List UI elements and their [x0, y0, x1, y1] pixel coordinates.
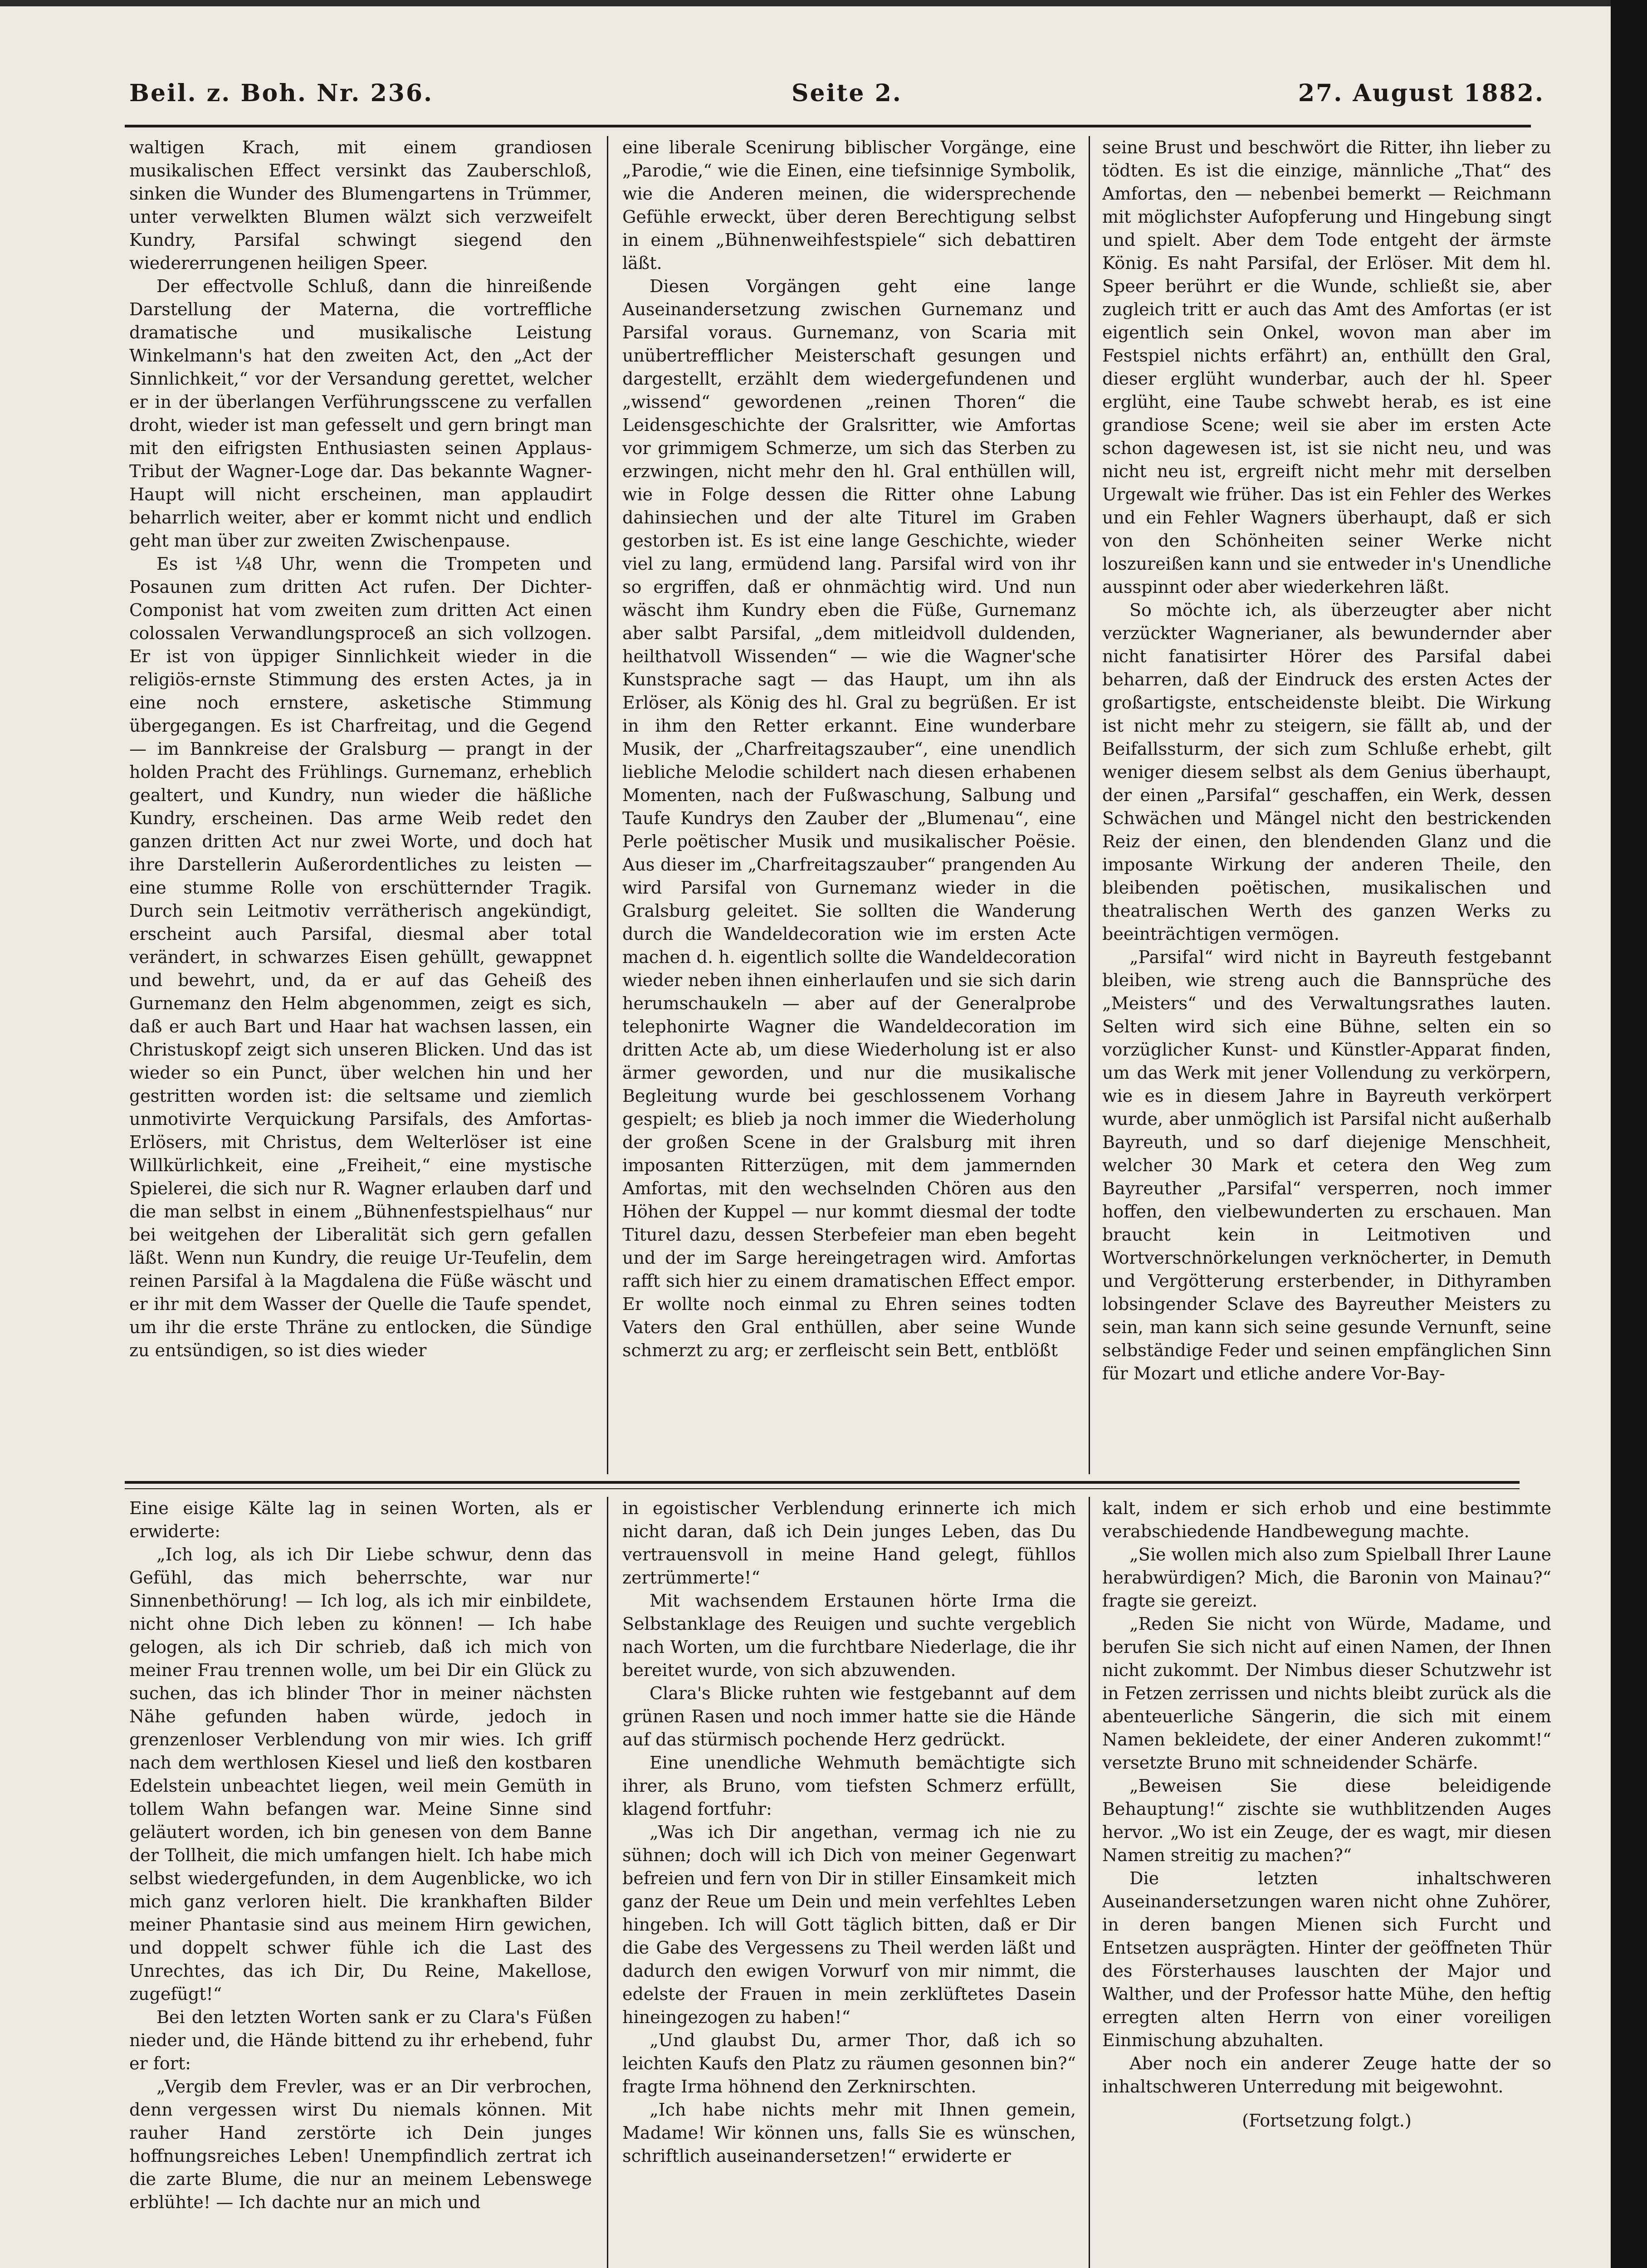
paragraph: seine Brust und beschwört die Ritter, ihn lieber zu tödten. Es ist die einzige, männliche „That“ des Amfortas, den — nebenbei bemerkt — Reichmann mit möglichster Aufopferung und Hingebung singt und spielt. Aber dem Tode entgeht der ärmste König. Es naht Parsifal, der Erlöser. Mit dem hl. Speer berührt er die Wunde, schließt sie, aber zugleich tritt er auch das Amt des Amfortas (er ist eigentlich sein Onkel, wovon man aber im Festspiel nichts erfährt) an, enthüllt den Gral, dieser erglüht wunderbar, auch der hl. Speer erglüht, eine Taube schwebt herab, es ist eine grandiose Scene; weil sie aber im ersten Acte schon dagewesen ist, ist sie nicht neu, und was nicht neu ist, ergreift nicht mehr mit derselben Urgewalt wie früher. Das ist ein Fehler des Werkes und ein Fehler Wagners überhaupt, daß er sich von den Schönheiten seiner Werke nicht loszureißen kann und sie entweder in's Unendliche ausspinnt oder aber wiederkehren läßt. [1102, 137, 1551, 597]
paragraph: „Sie wollen mich also zum Spielball Ihrer Laune herabwürdigen? Mich, die Baronin von Mainau?“ fragte sie gereizt. [1102, 1545, 1551, 1611]
paragraph: Der effectvolle Schluß, dann die hinreißende Darstellung der Materna, die vortreffliche dramatische und musikalische Leistung Winkelmann's hat den zweiten Act, den „Act der Sinnlichkeit,“ vor der Versandung gerettet, welcher er in der überlangen Verführungsscene zu verfallen droht, wieder ist man gefesselt und gern bringt man mit den eifrigsten Enthusiasten seinen Applaus-Tribut der Wagner-Loge dar. Das bekannte Wagner-Haupt will nicht erscheinen, man applaudirt beharrlich weiter, aber er kommt nicht und endlich geht man über zur zweiten Zwischenpause. [129, 276, 592, 551]
continuation-note: (Fortsetzung folgt.) [1242, 2111, 1412, 2131]
paragraph: So möchte ich, als überzeugter aber nicht verzückter Wagnerianer, als bewundernder aber nicht fanatisirter Hörer des Parsifal dabei beharren, daß der Eindruck des ersten Actes der großartigste, entscheidenste bleibt. Die Wirkung ist nicht mehr zu steigern, sie fällt ab, und der Beifallssturm, der sich zum Schluße erhebt, gilt weniger diesem selbst als dem Genius überhaupt, der einen „Parsifal“ geschaffen, ein Werk, dessen Schwächen und Mängel nicht den bestrickenden Reiz der einen, den blendenden Glanz und die imposante Wirkung der anderen Theile, den bleibenden poëtischen, musikalischen und theatralischen Werth des ganzen Werks zu beeinträchtigen vermögen. [1102, 600, 1551, 944]
paragraph: Aber noch ein anderer Zeuge hatte der so inhaltschweren Unterredung mit beigewohnt. [1102, 2053, 1551, 2097]
paragraph: „Beweisen Sie diese beleidigende Behauptung!“ zischte sie wuthblitzenden Auges hervor. „Wo ist ein Zeuge, der es wagt, mir diesen Namen streitig zu machen?“ [1102, 1776, 1551, 1865]
paragraph: eine liberale Scenirung biblischer Vorgänge, eine „Parodie,“ wie die Einen, eine tiefsinnige Symbolik, wie die Anderen meinen, die widersprechende Gefühle erweckt, über deren Berechtigung selbst in einem „Bühnenweihfestspiele“ sich debattiren läßt. [622, 137, 1076, 273]
issue-date: 27. August 1882. [1298, 79, 1544, 107]
column-divider [607, 1497, 608, 2268]
paragraph: Eine unendliche Wehmuth bemächtigte sich ihrer, als Bruno, vom tiefsten Schmerz erfüllt, klagend fortfuhr: [622, 1753, 1076, 1819]
paragraph: Es ist ¼8 Uhr, wenn die Trompeten und Posaunen zum dritten Act rufen. Der Dichter-Componist hat vom zweiten zum dritten Act einen colossalen Verwandlungsproceß an sich vollzogen. Er ist von üppiger Sinnlichkeit wieder in die religiös-ernste Stimmung des ersten Actes, ja in eine noch ernstere, asketische Stimmung übergegangen. Es ist Charfreitag, und die Gegend — im Bannkreise der Gralsburg — prangt in der holden Pracht des Frühlings. Gurnemanz, erheblich gealtert, und Kundry, nun wieder die häßliche Kundry, erscheinen. Das arme Weib redet den ganzen dritten Act nur zwei Worte, und doch hat ihre Darstellerin Außerordentliches zu leisten — eine stumme Rolle von erschütternder Tragik. Durch sein Leitmotiv verrätherisch angekündigt, erscheint auch Parsifal, diesmal aber total verändert, in schwarzes Eisen gehüllt, gewappnet und bewehrt, und, da er auf das Geheiß des Gurnemanz den Helm abgenommen, zeigt es sich, daß er auch Bart und Haar hat wachsen lassen, ein Christuskopf zeigt sich unseren Blicken. Und das ist wieder so ein Punct, über welchen hin und her gestritten worden ist: die seltsame und ziemlich unmotivirte Verquickung Parsifals, des Amfortas-Erlösers, mit Christus, dem Welterlöser ist eine Willkürlichkeit, eine „Freiheit,“ eine mystische Spielerei, die sich nur R. Wagner erlauben darf und die man selbst in einem „Bühnenfestspielhaus“ nur bei weitgehen der Liberalität sich gern gefallen läßt. Wenn nun Kundry, die reuige Ur-Teufelin, dem reinen Parsifal à la Magdalena die Füße wäscht und er ihr mit dem Wasser der Quelle die Taufe spendet, um ihr die erste Thräne zu entlocken, die Sündige zu entsündigen, so ist dies wieder [129, 554, 592, 1360]
paragraph: kalt, indem er sich erhob und eine bestimmte verabschiedende Handbewegung machte. [1102, 1498, 1551, 1541]
paragraph: Bei den letzten Worten sank er zu Clara's Füßen nieder und, die Hände bittend zu ihr erhebend, fuhr er fort: [129, 2007, 592, 2073]
paragraph: „Vergib dem Frevler, was er an Dir verbrochen, denn vergessen wirst Du niemals können. Mit rauher Hand zerstörte ich Dein junges hoffnungsreiches Leben! Unempfindlich zertrat ich die zarte Blume, die nur an meinem Lebenswege erblühte! — Ich dachte nur an mich und [129, 2077, 592, 2212]
paragraph: „Ich habe nichts mehr mit Ihnen gemein, Madame! Wir können uns, falls Sie es wünschen, schriftlich auseinandersetzen!“ erwiderte er [622, 2100, 1076, 2166]
upper-column-2 [622, 136, 1076, 1476]
paragraph: „Was ich Dir angethan, vermag ich nie zu sühnen; doch will ich Dich von meiner Gegenwart befreien und fern von Dir in stiller Einsamkeit mich ganz der Reue um Dein und mein verfehltes Leben hingeben. Ich will Gott täglich bitten, daß er Dir die Gabe des Vergessens zu Theil werden läßt und dadurch den ewigen Vorwurf von mir nimmt, die edelste der Frauen in mein zerklüftetes Dasein hineingezogen zu haben!“ [622, 1822, 1076, 2027]
column-divider [1089, 136, 1090, 1474]
paragraph: Eine eisige Kälte lag in seinen Worten, als er erwiderte: [129, 1498, 592, 1541]
issue-label: Beil. z. Boh. Nr. 236. [129, 79, 434, 107]
header-rule [125, 125, 1531, 127]
paragraph: waltigen Krach, mit einem grandiosen musikalischen Effect versinkt das Zauberschloß, sinken die Wunder des Blumengartens in Trümmer, unter verwelkten Blumen wälzt sich verzweifelt Kundry, Parsifal schwingt siegend den wiedererrungenen heiligen Speer. [129, 137, 592, 273]
lower-column-3 [1102, 1497, 1551, 2268]
paragraph: in egoistischer Verblendung erinnerte ich mich nicht daran, daß ich Dein junges Leben, das Du vertrauensvoll in meine Hand gelegt, fühllos zertrümmerte!“ [622, 1498, 1076, 1588]
paragraph: „Reden Sie nicht von Würde, Madame, und berufen Sie sich nicht auf einen Namen, der Ihnen nicht zukommt. Der Nimbus dieser Schutzwehr ist in Fetzen zerrissen und nichts bleibt zurück als die abenteuerliche Sängerin, die sich mit einem Namen bekleidete, der einer Anderen zukommt!“ versetzte Bruno mit schneidender Schärfe. [1102, 1614, 1551, 1773]
page-header [129, 79, 1544, 120]
column-divider [1089, 1497, 1090, 2268]
lower-column-1 [129, 1497, 592, 2268]
paragraph: Clara's Blicke ruhten wie festgebannt auf dem grünen Rasen und noch immer hatte sie die Hände auf das stürmisch pochende Herz gedrückt. [622, 1683, 1076, 1750]
page-number: Seite 2. [792, 79, 902, 107]
paragraph: „Parsifal“ wird nicht in Bayreuth festgebannt bleiben, wie streng auch die Bannsprüche des „Meisters“ und des Verwaltungsrathes lauten. Selten wird sich eine Bühne, selten ein so vorzüglicher Kunst- und Künstler-Apparat finden, um das Werk mit jener Vollendung zu verkörpern, wie es in diesem Jahre in Bayreuth verkörpert wurde, aber unmöglich ist Parsifal nicht außerhalb Bayreuth, und so darf diejenige Menschheit, welcher 30 Mark et cetera den Weg zum Bayreuther „Parsifal“ versperren, noch immer hoffen, den vielbewunderten zu erschauen. Man braucht kein in Leitmotiven und Wortverschnörkelungen verknöcherter, in Demuth und Vergötterung ersterbender, in Dithyramben lobsingender Sclave des Bayreuther Meisters zu sein, man kann sich seine gesunde Vernunft, seine selbständige Feder und seinen empfänglichen Sinn für Mozart und etliche andere Vor-Bay- [1102, 947, 1551, 1383]
paragraph: Die letzten inhaltschweren Auseinandersetzungen waren nicht ohne Zuhörer, in deren bangen Mienen sich Furcht und Entsetzen ausprägten. Hinter der geöffneten Thür des Försterhauses lauschten der Major und Walther, und der Professor hatte Mühe, den heftig erregten alten Herrn von einer voreiligen Einmischung abzuhalten. [1102, 1868, 1551, 2050]
upper-column-1 [129, 136, 592, 1476]
upper-column-3 [1102, 136, 1551, 1476]
scan-edge-top [0, 0, 1647, 6]
column-divider [607, 136, 608, 1474]
scan-edge-right [1611, 0, 1647, 2268]
paragraph: „Und glaubst Du, armer Thor, daß ich so leichten Kaufs den Platz zu räumen gesonnen bin?“ fragte Irma höhnend den Zerknirschten. [622, 2030, 1076, 2097]
paragraph: „Ich log, als ich Dir Liebe schwur, denn das Gefühl, das mich beherrschte, war nur Sinnenbethörung! — Ich log, als ich mir einbildete, nicht ohne Dich leben zu können! — Ich habe gelogen, als ich Dir schrieb, daß ich mich von meiner Frau trennen wolle, um bei Dir ein Glück zu suchen, das ich blinder Thor in meiner nächsten Nähe gefunden haben würde, jedoch in grenzenloser Verblendung von mir wies. Ich griff nach dem werthlosen Kiesel und ließ den kostbaren Edelstein unbeachtet liegen, weil mein Gemüth in tollem Wahn befangen war. Meine Sinne sind geläutert worden, ich bin genesen von dem Banne der Tollheit, die mich umfangen hielt. Ich habe mich selbst wiedergefunden, in dem Augenblicke, wo ich mich ganz verloren hielt. Die krankhaften Bilder meiner Phantasie sind aus meinem Hirn gewichen, und doppelt schwer fühle ich die Last des Unrechtes, das ich Dir, Du Reine, Makellose, zugefügt!“ [129, 1545, 592, 2004]
section-divider [125, 1481, 1520, 1489]
lower-column-2 [622, 1497, 1076, 2268]
paragraph: Diesen Vorgängen geht eine lange Auseinandersetzung zwischen Gurnemanz und Parsifal voraus. Gurnemanz, von Scaria mit unübertrefflicher Meisterschaft gesungen und dargestellt, erzählt dem wiedergefundenen und „wissend“ gewordenen „reinen Thoren“ die Leidensgeschichte der Gralsritter, wie Amfortas vor grimmigem Schmerze, um sich das Sterben zu erzwingen, nicht mehr den hl. Gral enthüllen will, wie in Folge dessen die Ritter ohne Labung dahinsiechen und der alte Titurel im Graben gestorben ist. Es ist eine lange Geschichte, wieder viel zu lang, ermüdend lang. Parsifal wird von ihr so ergriffen, daß er ohnmächtig wird. Und nun wäscht ihm Kundry eben die Füße, Gurnemanz aber salbt Parsifal, „dem mitleidvoll duldenden, heilthatvoll Wissenden“ — wie die Wagner'sche Kunstsprache sagt — das Haupt, um ihn als Erlöser, als König des hl. Gral zu begrüßen. Er ist in ihm den Retter erkannt. Eine wunderbare Musik, der „Charfreitagszauber“, eine unendlich liebliche Melodie schildert nach diesen erhabenen Momenten, nach der Fußwaschung, Salbung und Taufe Kundrys den Zauber der „Blumenau“, eine Perle poëtischer Musik und musikalischer Poësie. Aus dieser im „Charfreitagszauber“ prangenden Au wird Parsifal von Gurnemanz wieder in die Gralsburg geleitet. Sie sollten die Wanderung durch die Wandeldecoration wie im ersten Acte machen d. h. eigentlich sollte die Wandeldecoration wieder neben ihnen einherlaufen und sie sich darin herumschaukeln — aber auf der Generalprobe telephonirte Wagner die Wandeldecoration im dritten Acte ab, um diese Wiederholung ist er also ärmer geworden, und nur die musikalische Begleitung wurde bei geschlossenem Vorhang gespielt; es blieb ja noch immer die Wiederholung der großen Scene in der Gralsburg mit ihren imposanten Ritterzügen, mit dem jammernden Amfortas, mit den wechselnden Chören aus den Höhen der Kuppel — nur kommt diesmal der todte Titurel dazu, dessen Sterbefeier man eben begeht und der im Sarge hereingetragen wird. Amfortas rafft sich hier zu einem dramatischen Effect empor. Er wollte noch einmal zu Ehren seines todten Vaters den Gral enthüllen, aber seine Wunde schmerzt zu arg; er zerfleischt sein Bett, entblößt [622, 276, 1076, 1360]
paragraph: Mit wachsendem Erstaunen hörte Irma die Selbstanklage des Reuigen und suchte vergeblich nach Worten, um die furchtbare Niederlage, die ihr bereitet wurde, von sich abzuwenden. [622, 1591, 1076, 1680]
